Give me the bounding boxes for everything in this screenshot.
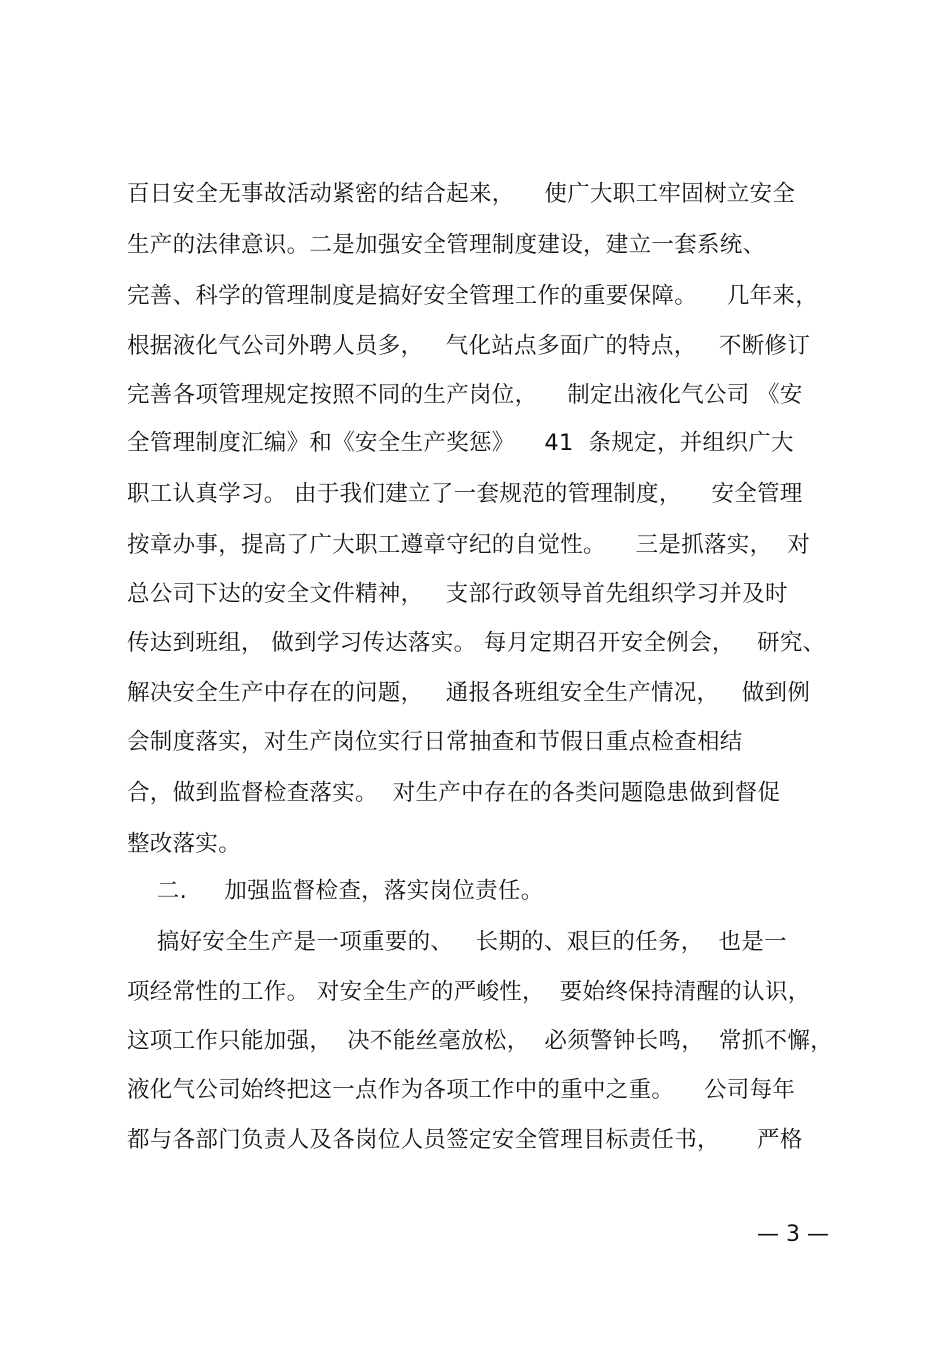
text-line: 这项工作只能加强， 决不能丝毫放松， 必须警钟长鸣， 常抓不懈， [127, 1028, 833, 1054]
text-line: 完善、科学的管理制度是搞好安全管理工作的重要保障。 几年来， [127, 283, 819, 309]
text-line: 百日安全无事故活动紧密的结合起来， 使广大职工牢固树立安全 [127, 181, 796, 207]
text-line: 液化气公司始终把这一点作为各项工作中的重中之重。 公司每年 [127, 1077, 796, 1103]
text-line: 职工认真学习。 由于我们建立了一套规范的管理制度， 安全管理 [127, 481, 803, 507]
text-line: 会制度落实，对生产岗位实行日常抽查和节假日重点检查相结 [127, 729, 743, 755]
text-line: 解决安全生产中存在的问题， 通报各班组安全生产情况， 做到例 [127, 680, 811, 706]
text-line: 传达到班组， 做到学习传达落实。 每月定期召开安全例会， 研究、 [127, 630, 826, 656]
text-line: 按章办事，提高了广大职工遵章守纪的自觉性。 三是抓落实， 对 [127, 532, 811, 558]
text-line: 根据液化气公司外聘人员多， 气化站点多面广的特点， 不断修订 [127, 333, 811, 359]
text-line: 搞好安全生产是一项重要的、 长期的、艰巨的任务， 也是一 [127, 929, 787, 955]
text-line: 总公司下达的安全文件精神， 支部行政领导首先组织学习并及时 [127, 581, 788, 607]
text-line: 都与各部门负责人及各岗位人员签定安全管理目标责任书， 严格 [127, 1127, 803, 1153]
text-line: 生产的法律意识。二是加强安全管理制度建设，建立一套系统、 [127, 232, 766, 258]
text-line: 合，做到监督检查落实。 对生产中存在的各类问题隐患做到督促 [127, 780, 781, 806]
text-line: 整改落实。 [127, 831, 242, 857]
text-line: 完善各项管理规定按照不同的生产岗位， 制定出液化气公司 《安 [127, 382, 803, 408]
section-heading: 二. 加强监督检查，落实岗位责任。 [127, 878, 544, 904]
page-number: — 3 — [757, 1222, 829, 1247]
text-line: 项经常性的工作。 对安全生产的严峻性， 要始终保持清醒的认识， [127, 979, 811, 1005]
text-line: 全管理制度汇编》和《安全生产奖惩》 41 条规定，并组织广大 [127, 430, 794, 456]
